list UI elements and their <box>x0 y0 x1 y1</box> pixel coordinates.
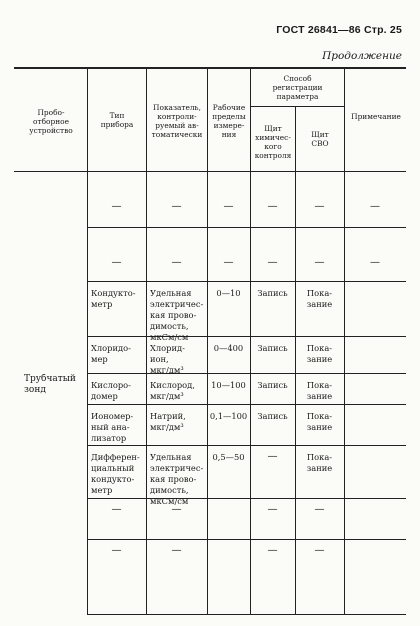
empty-dash: — <box>171 504 182 515</box>
empty-dash: — <box>267 257 278 268</box>
col-header-range: Рабочие пределы измере- ния <box>212 103 246 139</box>
empty-dash: — <box>171 201 182 212</box>
col-line-2 <box>146 67 147 615</box>
col-header-chem-panel: Щит химичес- кого контроля <box>254 124 292 160</box>
empty-dash: — <box>111 545 122 556</box>
cell-chem: Запись <box>257 343 288 353</box>
cell-sbo: Пока- зание <box>306 411 333 432</box>
col-header-type: Тип прибора <box>100 111 134 129</box>
col-line-4 <box>250 67 251 615</box>
cell-type: Хлоридо- мер <box>91 343 131 364</box>
empty-dash: — <box>314 504 325 515</box>
cell-type: Иономер- ный ана- лизатор <box>91 411 134 443</box>
col-line-1 <box>87 67 88 615</box>
empty-dash: — <box>314 545 325 556</box>
cell-chem: Запись <box>257 411 288 421</box>
device-cell: Трубчатый зонд <box>24 374 76 395</box>
empty-dash: — <box>370 257 380 268</box>
cell-type: Дифферен- циальный кондукто- метр <box>91 452 140 495</box>
empty-dash: — <box>171 545 182 556</box>
method-group-divider <box>250 106 344 107</box>
empty-dash: — <box>111 201 122 212</box>
row-divider <box>87 539 406 540</box>
row-divider <box>87 445 406 446</box>
header-bottom-border <box>14 171 406 172</box>
continuation-label: Продолжение <box>322 50 402 62</box>
col-header-indicator: Показатель, контроли- руемый ав- томатически <box>151 103 203 139</box>
empty-dash: — <box>314 257 325 268</box>
row-divider <box>87 281 406 282</box>
col-line-3 <box>207 67 208 615</box>
col-header-device: Пробо- отборное устройство <box>29 108 73 135</box>
empty-dash: — <box>267 201 278 212</box>
cell-indicator: Удельная электричес- кая прово- димость, мкСм/см <box>150 452 204 506</box>
col-header-note: Примечание <box>351 112 401 121</box>
row-divider <box>87 227 406 228</box>
cell-type: Кондукто- метр <box>91 288 136 309</box>
empty-dash: — <box>314 201 325 212</box>
empty-dash: — <box>111 257 122 268</box>
cell-chem: Запись <box>257 288 288 298</box>
cell-range: 0,5—50 <box>212 452 245 462</box>
empty-dash: — <box>267 451 278 462</box>
cell-range: 0,1—100 <box>209 411 248 421</box>
row-divider <box>87 404 406 405</box>
cell-indicator: Удельная электричес- кая прово- димость, мкСм/см <box>150 288 204 342</box>
empty-dash: — <box>267 504 278 515</box>
cell-range: 10—100 <box>211 380 246 390</box>
cell-sbo: Пока- зание <box>306 288 333 309</box>
cell-sbo: Пока- зание <box>306 343 333 364</box>
row-divider <box>87 336 406 337</box>
col-line-6 <box>344 67 345 615</box>
cell-type: Кислоро- домер <box>91 380 131 401</box>
cell-indicator: Хлорид- ион, мкг/дм³ <box>150 343 185 375</box>
cell-indicator: Натрий, мкг/дм³ <box>150 411 186 432</box>
cell-sbo: Пока- зание <box>306 380 333 401</box>
col-header-method-group: Способ регистрации параметра <box>272 74 323 101</box>
empty-dash: — <box>111 504 122 515</box>
page-header: ГОСТ 26841—86 Стр. 25 <box>276 24 402 36</box>
cell-range: 0—400 <box>213 343 244 353</box>
row-divider <box>87 498 406 499</box>
row-divider <box>87 373 406 374</box>
cell-range: 0—10 <box>216 288 241 298</box>
row-divider <box>87 614 406 615</box>
cell-sbo: Пока- зание <box>306 452 333 473</box>
cell-chem: Запись <box>257 380 288 390</box>
empty-dash: — <box>171 257 182 268</box>
col-header-sbo-panel: Щит СВО <box>311 130 329 148</box>
empty-dash: — <box>370 201 380 212</box>
empty-dash: — <box>223 257 234 268</box>
empty-dash: — <box>267 545 278 556</box>
table-top-border <box>14 67 406 69</box>
cell-indicator: Кислород, мкг/дм³ <box>150 380 195 401</box>
empty-dash: — <box>223 201 234 212</box>
